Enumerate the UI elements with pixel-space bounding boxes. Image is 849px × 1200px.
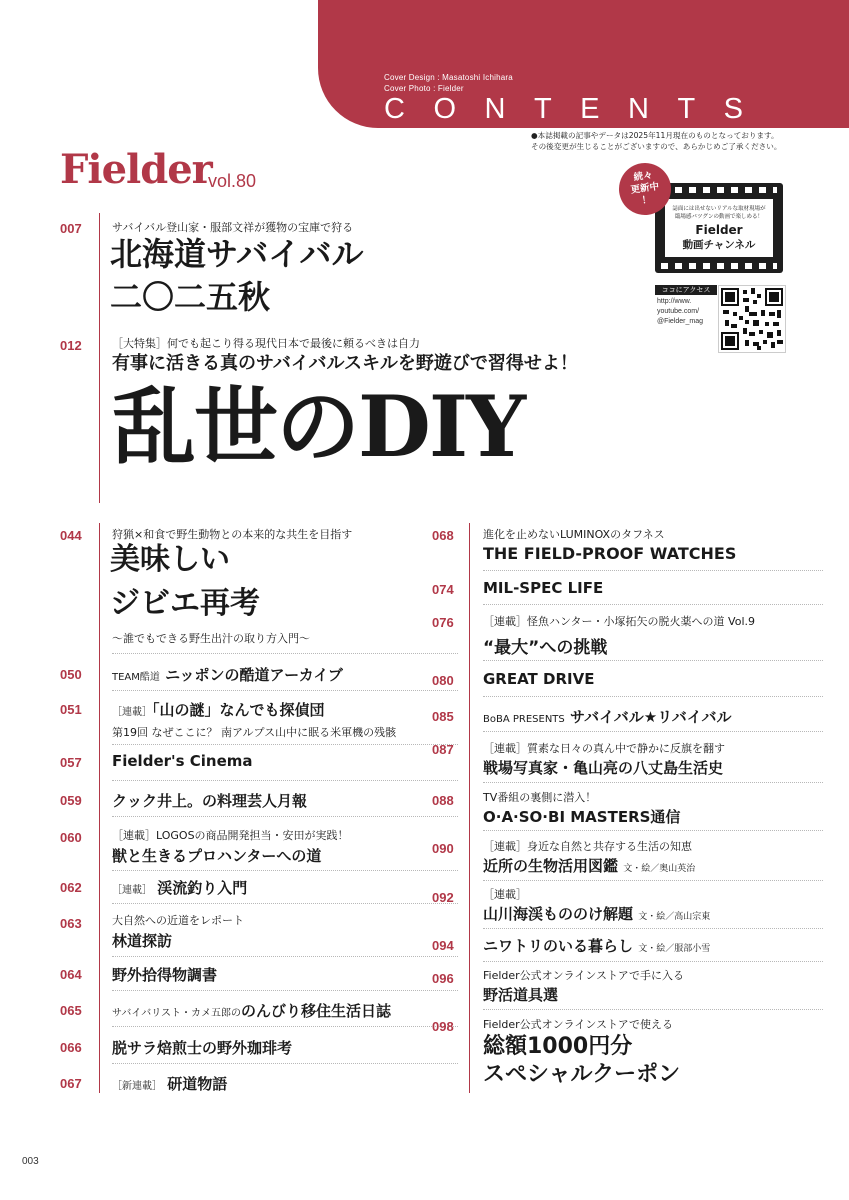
youtube-channel-promo: [655, 183, 783, 273]
title-085: サバイバル★リバイバル: [570, 708, 732, 726]
title-092: 山川海渓もののけ解題: [483, 905, 634, 923]
entry-090[interactable]: [483, 855, 695, 876]
page-number-064: 064: [60, 967, 82, 982]
separator: [483, 830, 823, 831]
credit-090: 文・絵／奥山英治: [623, 864, 696, 874]
title-094: ニワトリのいる暮らし: [483, 937, 634, 955]
page-number-044: 044: [60, 528, 82, 543]
title-050: ニッポンの酷道アーカイブ: [165, 666, 343, 684]
promo-title-2: 動画チャンネル: [682, 239, 756, 251]
youtube-url-1[interactable]: http://www.: [657, 298, 692, 305]
separator: [112, 653, 458, 654]
lead-text-012: 何でも起こり得る現代日本で最後に頼るべきは自力: [167, 337, 420, 350]
qr-code-icon[interactable]: [718, 285, 786, 353]
separator: [112, 1063, 458, 1064]
title-051: 「山の謎」なんでも探偵団: [152, 701, 325, 719]
title-062: 渓流釣り入門: [157, 879, 248, 897]
lead-090: [483, 838, 692, 854]
tag-090: ［連載］: [483, 840, 527, 853]
title-044-line1[interactable]: 美味しい: [110, 542, 230, 577]
separator: [483, 961, 823, 962]
title-080[interactable]: GREAT DRIVE: [483, 670, 595, 688]
volume-number: vol.80: [208, 171, 257, 191]
tag-092: ［連載］: [483, 888, 527, 901]
lead-088: TV番組の裏側に潜入！: [483, 791, 597, 804]
badge-line-2: 更新中: [630, 181, 660, 196]
cover-photo-credit: Cover Photo : Fielder: [384, 84, 464, 93]
lead-060: [112, 827, 349, 843]
page-number-085: 085: [432, 709, 454, 724]
title-060[interactable]: 獣と生きるプロハンターへの道: [112, 847, 322, 865]
page-number-051: 051: [60, 702, 82, 717]
separator: [112, 1026, 458, 1027]
page-number-098: 098: [432, 1019, 454, 1034]
disclaimer-line-2: その後変更が生じることがございますので、あらかじめご了承ください。: [531, 142, 782, 151]
separator: [112, 870, 458, 871]
page-number-076: 076: [432, 615, 454, 630]
qr-code-graphic: [719, 286, 785, 352]
separator: [483, 1009, 823, 1010]
entry-067[interactable]: [112, 1073, 227, 1094]
lead-076: [483, 613, 755, 629]
title-012[interactable]: 乱世のDIY: [112, 377, 525, 476]
page-number-090: 090: [432, 841, 454, 856]
lead-050: TEAM酷道: [112, 672, 160, 683]
title-064[interactable]: 野外拾得物調書: [112, 966, 218, 984]
title-068[interactable]: THE FIELD-PROOF WATCHES: [483, 544, 737, 563]
tag-076: ［連載］: [483, 615, 527, 628]
page-number-063: 063: [60, 916, 82, 931]
youtube-url-3[interactable]: @Fielder_mag: [657, 318, 704, 325]
badge-line-3: ！: [641, 194, 653, 207]
separator: [112, 780, 458, 781]
entry-051[interactable]: [112, 699, 325, 720]
title-063[interactable]: 林道探訪: [112, 932, 173, 950]
page-number-007: 007: [60, 221, 82, 236]
lead-text-087: 質素な日々の真ん中で静かに反旗を翻す: [527, 742, 725, 755]
title-044-line2[interactable]: ジビエ再考: [110, 586, 260, 621]
page-number-065: 065: [60, 1003, 82, 1018]
page-number-094: 094: [432, 938, 454, 953]
tag-087: ［連載］: [483, 742, 527, 755]
disclaimer-line-1: ●本誌掲載の記事やデータは2025年11月現在のものとなっております。: [531, 131, 779, 140]
separator: [112, 990, 458, 991]
separator: [483, 604, 823, 605]
separator: [112, 744, 458, 745]
subtitle-051: 第19回 なぜここに？ 南アルプス山中に眠る米軍機の残骸: [112, 726, 397, 739]
tag-060: ［連載］: [112, 829, 156, 842]
entry-050[interactable]: [112, 664, 343, 685]
lead-068: 進化を止めないLUMINOXのタフネス: [483, 528, 665, 541]
entry-094[interactable]: [483, 935, 710, 956]
separator: [483, 660, 823, 661]
title-007-line2[interactable]: 二〇二五秋: [110, 278, 271, 316]
lead-text-076: 怪魚ハンター・小塚拓矢の脱火薬への道 Vol.9: [527, 615, 756, 628]
entry-092[interactable]: [483, 903, 710, 924]
magazine-title: Fielder: [60, 146, 212, 193]
tag-051: ［連載］: [112, 707, 152, 718]
separator: [112, 956, 458, 957]
page-number-080: 080: [432, 673, 454, 688]
lead-063: 大自然への近道をレポート: [112, 914, 244, 927]
title-076[interactable]: “最大”への挑戦: [483, 638, 608, 658]
page-folio: 003: [22, 1156, 39, 1167]
film-holes-bottom: [661, 263, 777, 269]
page-number-074: 074: [432, 582, 454, 597]
lead-007: サバイバル登山家・服部文祥が獲物の宝庫で狩る: [112, 221, 354, 234]
lead-text-090: 身近な自然と共存する生活の知恵: [527, 840, 692, 853]
page-number-060: 060: [60, 830, 82, 845]
separator: [112, 903, 458, 904]
page-number-067: 067: [60, 1076, 82, 1091]
separator: [483, 928, 823, 929]
top-divider: [99, 213, 100, 503]
promo-text-2: 臨場感バツグンの動画で楽しめる！: [675, 214, 763, 220]
page-number-068: 068: [432, 528, 454, 543]
title-098-line2[interactable]: スペシャルクーポン: [483, 1062, 681, 1087]
title-087[interactable]: 戦場写真家・亀山亮の八丈島生活史: [483, 759, 724, 777]
access-label: ココにアクセス: [655, 285, 717, 295]
page-number-087: 087: [432, 742, 454, 757]
film-frame: [665, 199, 773, 257]
contents-heading: CONTENTS: [384, 93, 772, 125]
page-number-062: 062: [60, 880, 82, 895]
entry-085[interactable]: [483, 706, 732, 727]
page-number-092: 092: [432, 890, 454, 905]
title-066[interactable]: 脱サラ焙煎士の野外珈琲考: [112, 1039, 293, 1057]
badge-line-1: 続々: [633, 169, 654, 184]
page-number-088: 088: [432, 793, 454, 808]
entry-065[interactable]: [112, 1000, 391, 1021]
lead-087: [483, 740, 725, 756]
tag-067: ［新連載］: [112, 1081, 162, 1092]
lead-098: Fielder公式オンラインストアで使える: [483, 1018, 674, 1031]
title-065: のんびり移住生活日誌: [241, 1002, 392, 1020]
lead-096: Fielder公式オンラインストアで手に入る: [483, 969, 685, 982]
title-090: 近所の生物活用図鑑: [483, 857, 619, 875]
youtube-url-2[interactable]: youtube.com/: [657, 308, 700, 315]
subtitle-012[interactable]: 有事に活きる真のサバイバルスキルを野遊びで習得せよ！: [112, 353, 578, 374]
page-number-096: 096: [432, 971, 454, 986]
left-column-divider: [99, 523, 100, 1093]
separator: [483, 570, 823, 571]
lead-044: 狩猟×和食で野生動物との本来的な共生を目指す: [112, 528, 353, 541]
lead-012: [112, 335, 420, 351]
separator: [112, 816, 458, 817]
page-number-057: 057: [60, 755, 82, 770]
title-098-line1[interactable]: 総額1000円分: [483, 1034, 633, 1059]
title-067: 研道物語: [167, 1075, 228, 1093]
promo-title-1: Fielder: [695, 223, 743, 237]
title-088[interactable]: O·A·SO·BI MASTERS通信: [483, 808, 681, 826]
title-057[interactable]: Fielder's Cinema: [112, 752, 253, 770]
film-holes-top: [661, 187, 777, 193]
entry-062[interactable]: [112, 877, 247, 898]
title-096[interactable]: 野活道具選: [483, 986, 559, 1004]
tag-012: ［大特集］: [112, 337, 167, 350]
right-column-divider: [469, 523, 470, 1093]
lead-text-060: LOGOSの商品開発担当・安田が実践！: [156, 829, 349, 842]
separator: [483, 880, 823, 881]
title-059[interactable]: クック井上。の料理芸人月報: [112, 792, 308, 810]
subtitle-044: ～誰でもできる野生出汁の取り方入門～: [112, 632, 310, 645]
page-number-066: 066: [60, 1040, 82, 1055]
credit-092: 文・絵／高山宗東: [638, 912, 711, 922]
credit-094: 文・絵／服部小雪: [638, 944, 711, 954]
title-074[interactable]: MIL-SPEC LIFE: [483, 579, 604, 597]
separator: [483, 782, 823, 783]
page-number-012: 012: [60, 338, 82, 353]
promo-text-1: 誌面には出せないリアルな取材現場が: [672, 206, 766, 212]
page-number-059: 059: [60, 793, 82, 808]
page-number-050: 050: [60, 667, 82, 682]
cover-design-credit: Cover Design : Masatoshi Ichihara: [384, 73, 513, 82]
lead-065: サバイバリスト・カメ五郎の: [112, 1008, 241, 1019]
lead-085: BoBA PRESENTS: [483, 714, 565, 725]
separator: [483, 696, 823, 697]
title-007-line1[interactable]: 北海道サバイバル: [110, 235, 364, 273]
separator: [112, 690, 458, 691]
separator: [483, 731, 823, 732]
tag-062: ［連載］: [112, 885, 152, 896]
